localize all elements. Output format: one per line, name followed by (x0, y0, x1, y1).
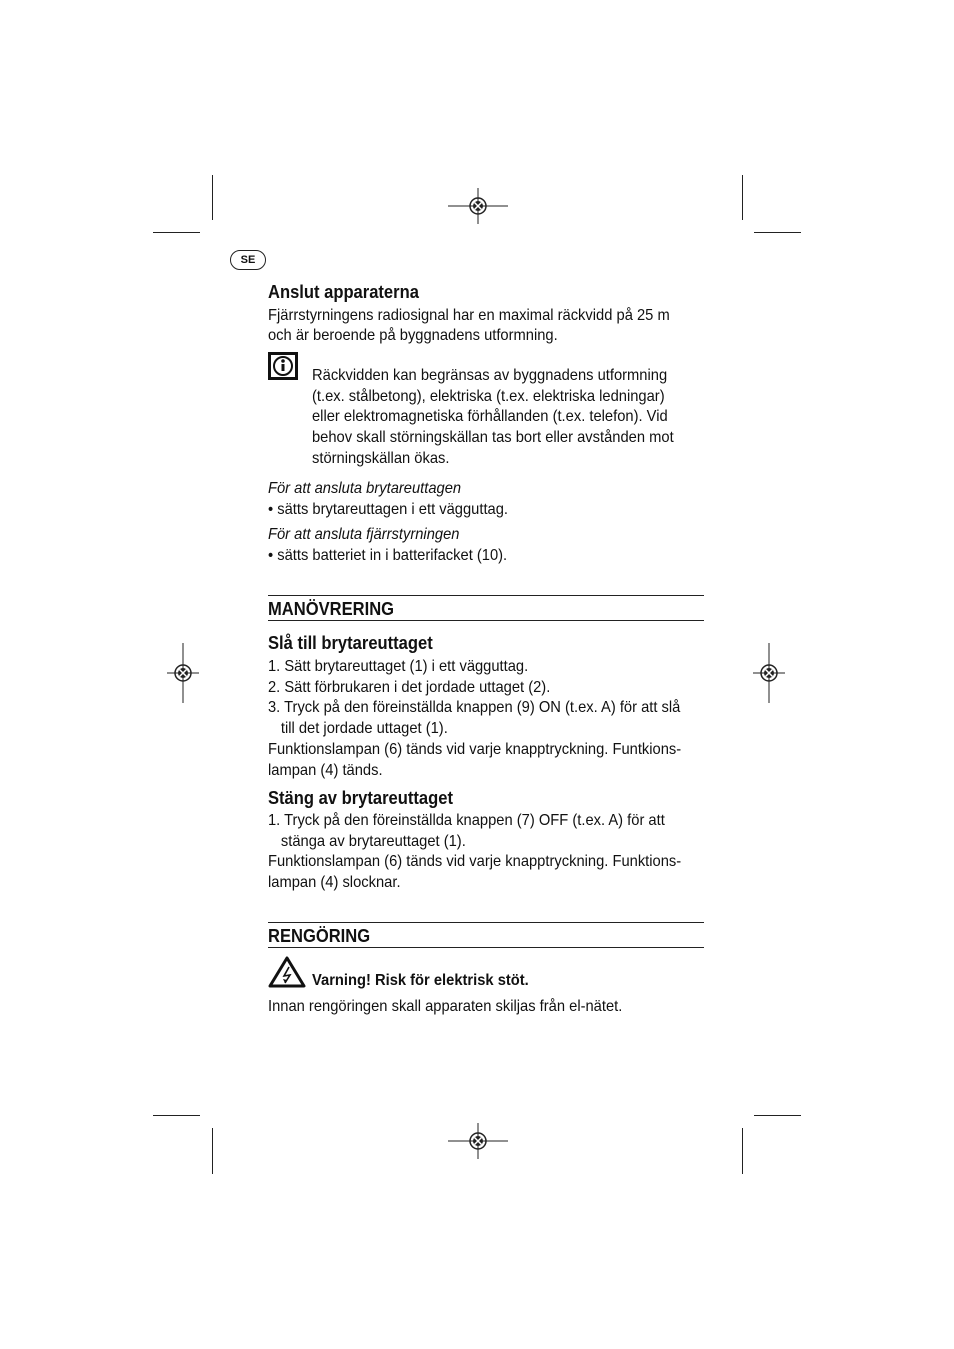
crop-mark (742, 1128, 743, 1174)
bullet-item: • sätts batteriet in i batterifacket (10). (268, 547, 508, 564)
paragraph-line: Innan rengöringen skall apparaten skiljas från el-nätet. (268, 998, 623, 1015)
crop-mark (754, 1115, 801, 1116)
warning-electric-icon (268, 956, 306, 988)
step-item: 1. Sätt brytareuttaget (1) i ett vägguttag. (268, 658, 529, 675)
info-icon (268, 352, 298, 380)
crop-mark (742, 175, 743, 220)
section-title-bar (268, 922, 704, 948)
step-item: 1. Tryck på den föreinställda knappen (7) OFF (t.ex. A) för att (268, 812, 665, 829)
step-item: 3. Tryck på den föreinställda knappen (9) ON (t.ex. A) för att slå (268, 699, 681, 716)
section-title-bar (268, 595, 704, 621)
note-line: eller elektromagnetiska förhållanden (t.ex. telefon). Vid (312, 408, 668, 425)
section-title: RENGÖRING (268, 926, 371, 946)
subsection-heading: Slå till brytareuttaget (268, 633, 433, 653)
warning-text: Varning! Risk för elektrisk stöt. (312, 972, 529, 989)
step-item: 2. Sätt förbrukaren i det jordade uttaget (2). (268, 679, 551, 696)
crop-mark (153, 232, 200, 233)
crop-mark (212, 175, 213, 220)
note-line: behov skall störningskällan tas bort eller avstånden mot (312, 429, 674, 446)
bullet-item: • sätts brytareuttagen i ett vägguttag. (268, 501, 509, 518)
step-item: till det jordade uttaget (1). (280, 720, 448, 737)
paragraph-line: Funktionslampan (6) tänds vid varje knapptryckning. Funtkions- (268, 741, 682, 758)
registration-mark-icon (448, 1123, 508, 1159)
registration-mark-icon (167, 643, 199, 703)
crop-mark (212, 1128, 213, 1174)
note-line: Räckvidden kan begränsas av byggnadens utformning (312, 367, 668, 384)
subheading: För att ansluta brytareuttagen (268, 480, 462, 497)
registration-mark-icon (753, 643, 785, 703)
section-heading: Anslut apparaterna (268, 282, 419, 302)
step-item: stänga av brytareuttaget (1). (280, 833, 466, 850)
paragraph-line: lampan (4) tänds. (268, 762, 383, 779)
crop-mark (153, 1115, 200, 1116)
subsection-heading: Stäng av brytareuttaget (268, 788, 453, 808)
language-badge-label: SE (240, 254, 256, 266)
paragraph-line: lampan (4) slocknar. (268, 874, 401, 891)
crop-mark (754, 232, 801, 233)
registration-mark-icon (448, 188, 508, 224)
paragraph-line: Fjärrstyrningens radiosignal har en maximal räckvidd på 25 m (268, 307, 670, 324)
paragraph-line: Funktionslampan (6) tänds vid varje knapptryckning. Funktions- (268, 853, 682, 870)
paragraph-line: och är beroende på byggnadens utformning. (268, 327, 558, 344)
language-badge (230, 250, 266, 270)
note-line: störningskällan ökas. (312, 450, 450, 467)
subheading: För att ansluta fjärrstyrningen (268, 526, 460, 543)
section-title: MANÖVRERING (268, 599, 395, 619)
note-line: (t.ex. stålbetong), elektriska (t.ex. elektriska ledningar) (312, 388, 665, 405)
